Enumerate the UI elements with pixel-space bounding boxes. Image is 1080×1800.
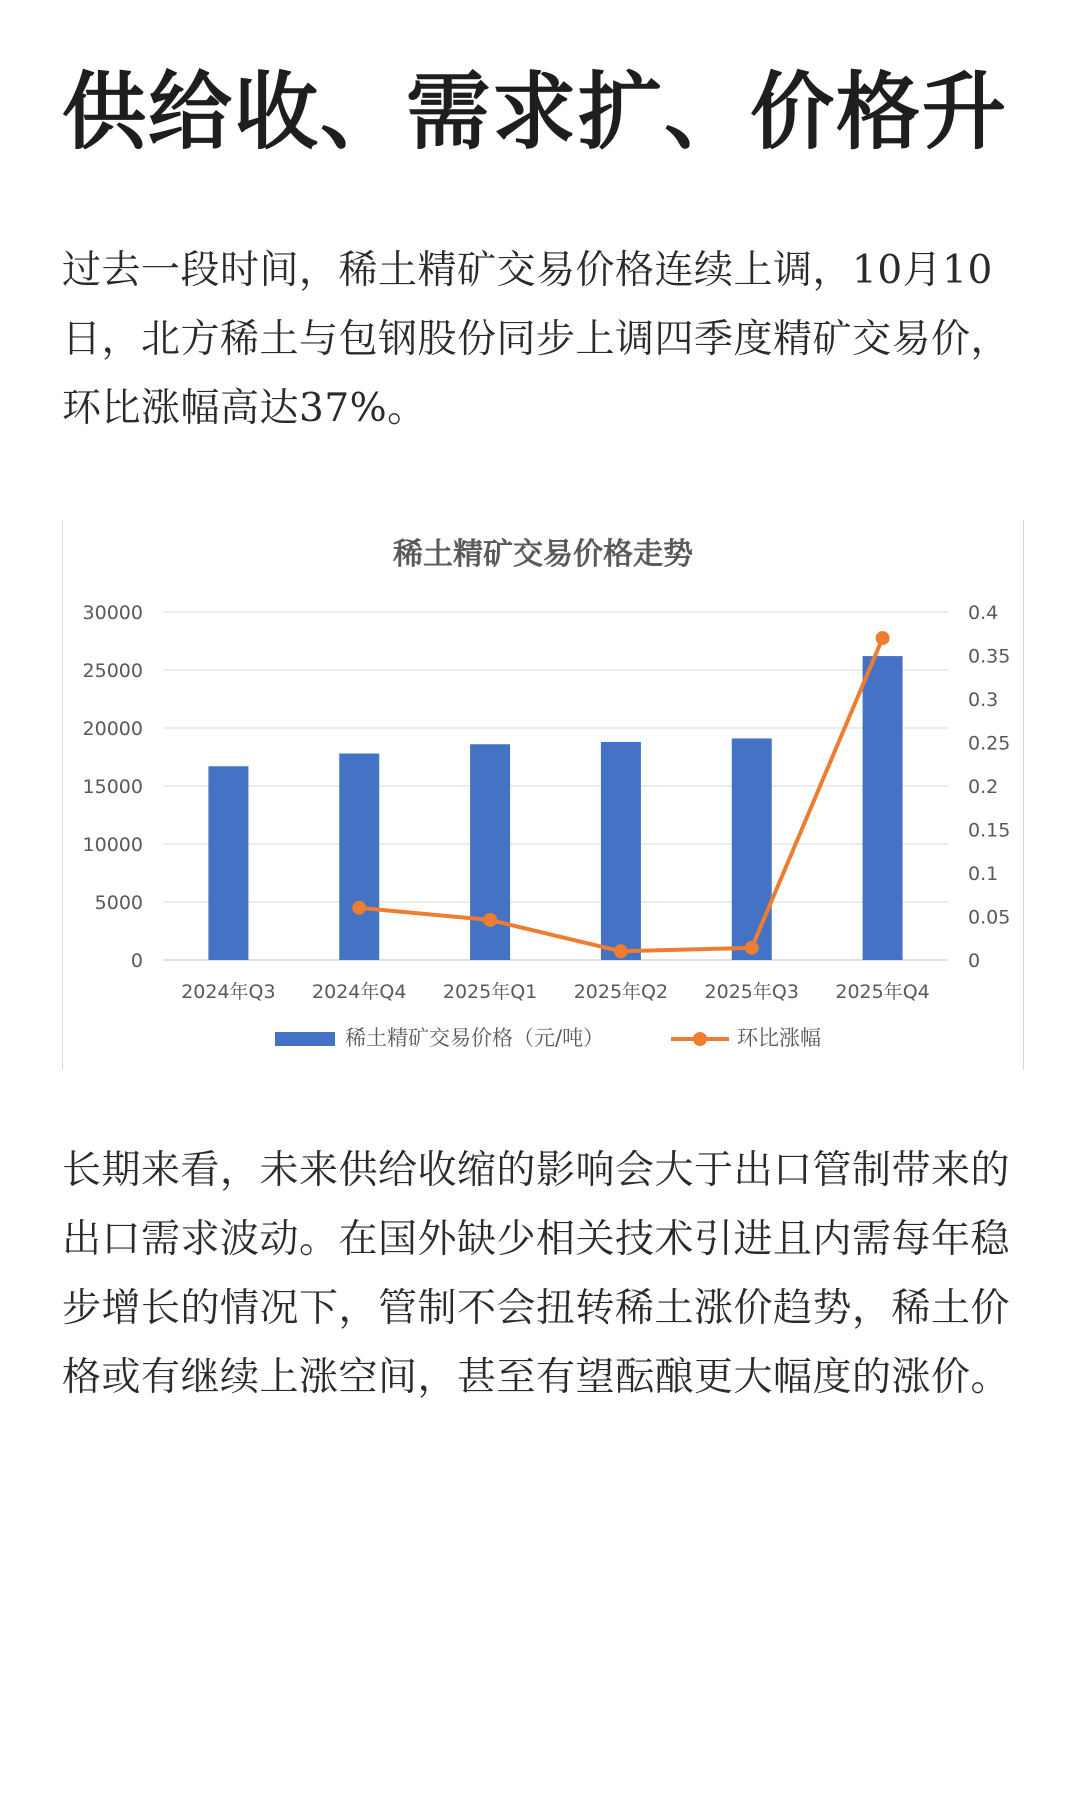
x-tick-label: 2024年Q3	[181, 981, 276, 1003]
growth-point	[614, 944, 628, 958]
chart-title: 稀土精矿交易价格走势	[393, 537, 693, 572]
y-left-tick-label: 15000	[82, 776, 143, 798]
growth-point	[483, 913, 497, 927]
legend-bar-swatch	[275, 1032, 335, 1046]
y-right-tick-label: 0.3	[968, 689, 999, 711]
x-tick-label: 2025年Q2	[573, 981, 669, 1003]
y-left-tick-label: 0	[130, 950, 143, 972]
article-headline: 供给收、需求扩、价格升	[62, 63, 1009, 161]
y-right-tick-label: 0	[968, 950, 981, 972]
legend-label-growth: 环比涨幅	[737, 1026, 821, 1050]
legend-label-price: 稀土精矿交易价格（元/吨）	[345, 1026, 605, 1050]
price-bar	[208, 766, 248, 960]
legend-line-marker	[693, 1032, 707, 1046]
y-right-tick-label: 0.15	[968, 819, 1011, 842]
y-right-tick-label: 0.25	[968, 732, 1011, 755]
price-bar	[601, 742, 641, 960]
growth-point	[876, 631, 890, 645]
y-right-tick-label: 0.05	[968, 906, 1011, 929]
x-tick-label: 2025年Q4	[835, 981, 930, 1003]
price-bar	[863, 656, 903, 960]
article-paragraph-2: 长期来看，未来供给收缩的影响会大于出口管制带来的出口需求波动。在国外缺少相关技术引进且内需每年稳步增长的情况下，管制不会扭转稀土涨价趋势，稀土价格或有继续上涨空间，甚至有望酝酿更大幅度的涨价。	[62, 1148, 1011, 1400]
y-left-tick-label: 5000	[94, 892, 143, 914]
price-bar	[470, 744, 510, 960]
y-right-tick-label: 0.4	[968, 602, 999, 624]
article-paragraph-1: 过去一段时间，稀土精矿交易价格连续上调，10月10日，北方稀土与包钢股份同步上调四季度精矿交易价，环比涨幅高达37%。	[62, 248, 1011, 431]
x-tick-label: 2025年Q1	[442, 981, 538, 1003]
growth-point	[745, 941, 759, 955]
chart-gridlines	[163, 612, 948, 960]
y-right-tick-label: 0.1	[968, 863, 999, 885]
y-right-tick-label: 0.35	[968, 645, 1011, 668]
y-left-tick-label: 10000	[82, 834, 143, 856]
chart-bars	[208, 656, 902, 960]
y-left-tick-label: 30000	[82, 602, 143, 624]
x-tick-label: 2025年Q3	[704, 981, 799, 1003]
chart-canvas	[63, 520, 1023, 1070]
growth-point	[352, 901, 366, 915]
chart-legend	[275, 1026, 821, 1050]
price-trend-chart	[62, 520, 1024, 1070]
y-right-tick-label: 0.2	[968, 776, 999, 798]
x-tick-label: 2024年Q4	[312, 981, 407, 1003]
price-bar	[732, 738, 772, 960]
y-left-tick-label: 20000	[82, 718, 143, 740]
price-bar	[339, 754, 379, 960]
y-left-tick-label: 25000	[82, 660, 143, 682]
